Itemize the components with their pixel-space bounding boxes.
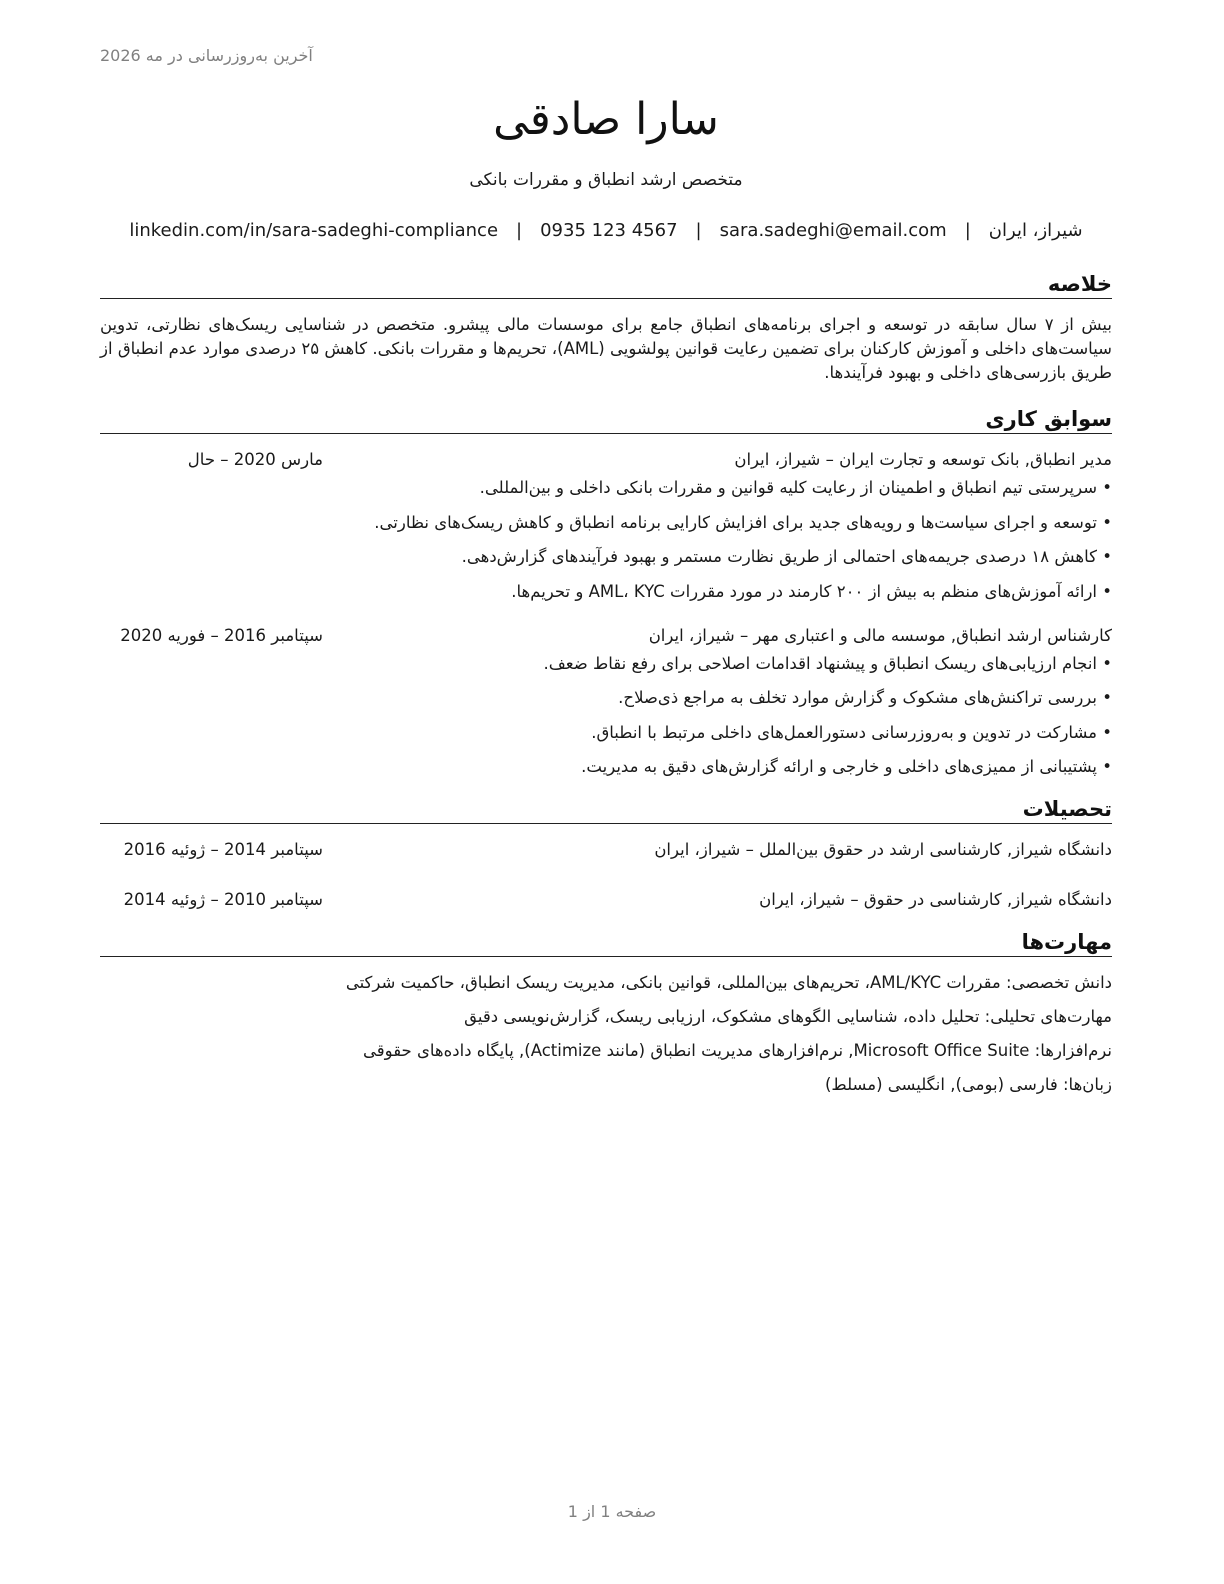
contact-email[interactable]: sara.sadeghi@email.com: [719, 220, 947, 241]
job-bullet: • سرپرستی تیم انطباق و اطمینان از رعایت کلیه قوانین و مقررات بانکی داخلی و بین‌المللی.: [100, 476, 1112, 500]
job-header: [100, 448, 1112, 472]
job-bullet: • بررسی تراکنش‌های مشکوک و گزارش موارد تخلف به مراجع ذی‌صلاح.: [100, 686, 1112, 710]
job-entry: [100, 624, 1112, 780]
contact-location: شیراز، ایران: [988, 220, 1083, 241]
job-title: مدیر انطباق, بانک توسعه و تجارت ایران – شیراز، ایران: [734, 450, 1112, 469]
job-bullet: • کاهش ۱۸ درصدی جریمه‌های احتمالی از طریق نظارت مستمر و بهبود فرآیندهای گزارش‌دهی.: [100, 545, 1112, 569]
candidate-name: سارا صادقی: [493, 94, 719, 145]
last-updated-note: آخرین به‌روزرسانی در مه 2026: [100, 46, 313, 65]
contact-phone[interactable]: 0935 123 4567: [540, 220, 678, 241]
skills-heading: مهارت‌ها: [100, 928, 1112, 957]
education-title: دانشگاه شیراز, کارشناسی ارشد در حقوق بین‌الملل – شیراز، ایران: [654, 840, 1112, 859]
job-title: کارشناس ارشد انطباق, موسسه مالی و اعتباری مهر – شیراز، ایران: [648, 625, 1112, 645]
job-bullet: • مشارکت در تدوین و به‌روزرسانی دستورالعمل‌های داخلی مرتبط با انطباق.: [100, 721, 1112, 745]
job-bullet: • توسعه و اجرای سیاست‌ها و رویه‌های جدید برای افزایش کارایی برنامه انطباق و کاهش ریسک‌های نظارتی.: [100, 511, 1112, 535]
contact-separator: |: [695, 220, 702, 241]
job-bullet: • انجام ارزیابی‌های ریسک انطباق و پیشنهاد اقدامات اصلاحی برای رفع نقاط ضعف.: [100, 652, 1112, 676]
job-entry: [100, 448, 1112, 604]
job-bullets: [100, 476, 1112, 604]
education-heading: تحصیلات: [100, 795, 1112, 824]
skills-line: دانش تخصصی: مقررات AML/KYC، تحریم‌های بین‌المللی، قوانین بانکی، مدیریت ریسک انطباق، حاکمیت شرکتی: [345, 973, 1112, 992]
contact-line: [100, 218, 1112, 244]
summary-heading: خلاصه: [100, 270, 1112, 299]
education-entry: [100, 838, 1112, 862]
skills-list: [100, 971, 1112, 1097]
contact-separator: |: [964, 220, 971, 241]
education-title: دانشگاه شیراز, کارشناسی در حقوق – شیراز، ایران: [759, 890, 1112, 909]
contact-separator: |: [516, 220, 523, 241]
job-dates: مارس 2020 – حال: [187, 450, 323, 469]
experience-heading: سوابق کاری: [100, 405, 1112, 434]
job-bullet: • ارائه آموزش‌های منظم به بیش از ۲۰۰ کارمند در مورد مقررات AML، KYC و تحریم‌ها.: [100, 580, 1112, 604]
job-bullet: • پشتیبانی از ممیزی‌های داخلی و خارجی و ارائه گزارش‌های دقیق به مدیریت.: [100, 755, 1112, 779]
job-header: [100, 624, 1112, 648]
summary-text: بیش از ۷ سال سابقه در توسعه و اجرای برنامه‌های انطباق جامع برای موسسات مالی پیشرو. متخصص در شناسایی ریسک‌های نظارتی، تدوین سیاست‌های داخلی و آموزش کارکنان برای تضمین رعایت قوانین پولشویی (AML)، تحریم‌ها و مقررات بانکی. کاهش ۲۵ درصدی موارد عدم انطباق از طریق بازرسی‌های داخلی و بهبود فرآیندها.: [100, 315, 1113, 382]
resume-page: [100, 90, 1112, 1107]
education-dates: سپتامبر 2014 – ژوئیه 2016: [123, 840, 323, 859]
job-bullets: [100, 652, 1112, 780]
education-entry: [100, 888, 1112, 912]
job-dates: سپتامبر 2016 – فوریه 2020: [120, 625, 323, 645]
candidate-title: متخصص ارشد انطباق و مقررات بانکی: [469, 170, 743, 190]
contact-linkedin[interactable]: linkedin.com/in/sara-sadeghi-compliance: [129, 220, 499, 241]
page-number: صفحه 1 از 1: [567, 1502, 657, 1521]
education-dates: سپتامبر 2010 – ژوئیه 2014: [123, 890, 323, 909]
skills-line: نرم‌افزارها: Microsoft Office Suite, نرم‌افزارهای مدیریت انطباق (مانند Actimize), پایگاه داده‌های حقوقی: [363, 1041, 1112, 1060]
skills-line: زبان‌ها: فارسی (بومی), انگلیسی (مسلط): [824, 1075, 1112, 1094]
skills-line: مهارت‌های تحلیلی: تحلیل داده، شناسایی الگوهای مشکوک، ارزیابی ریسک، گزارش‌نویسی دقیق: [464, 1007, 1112, 1026]
